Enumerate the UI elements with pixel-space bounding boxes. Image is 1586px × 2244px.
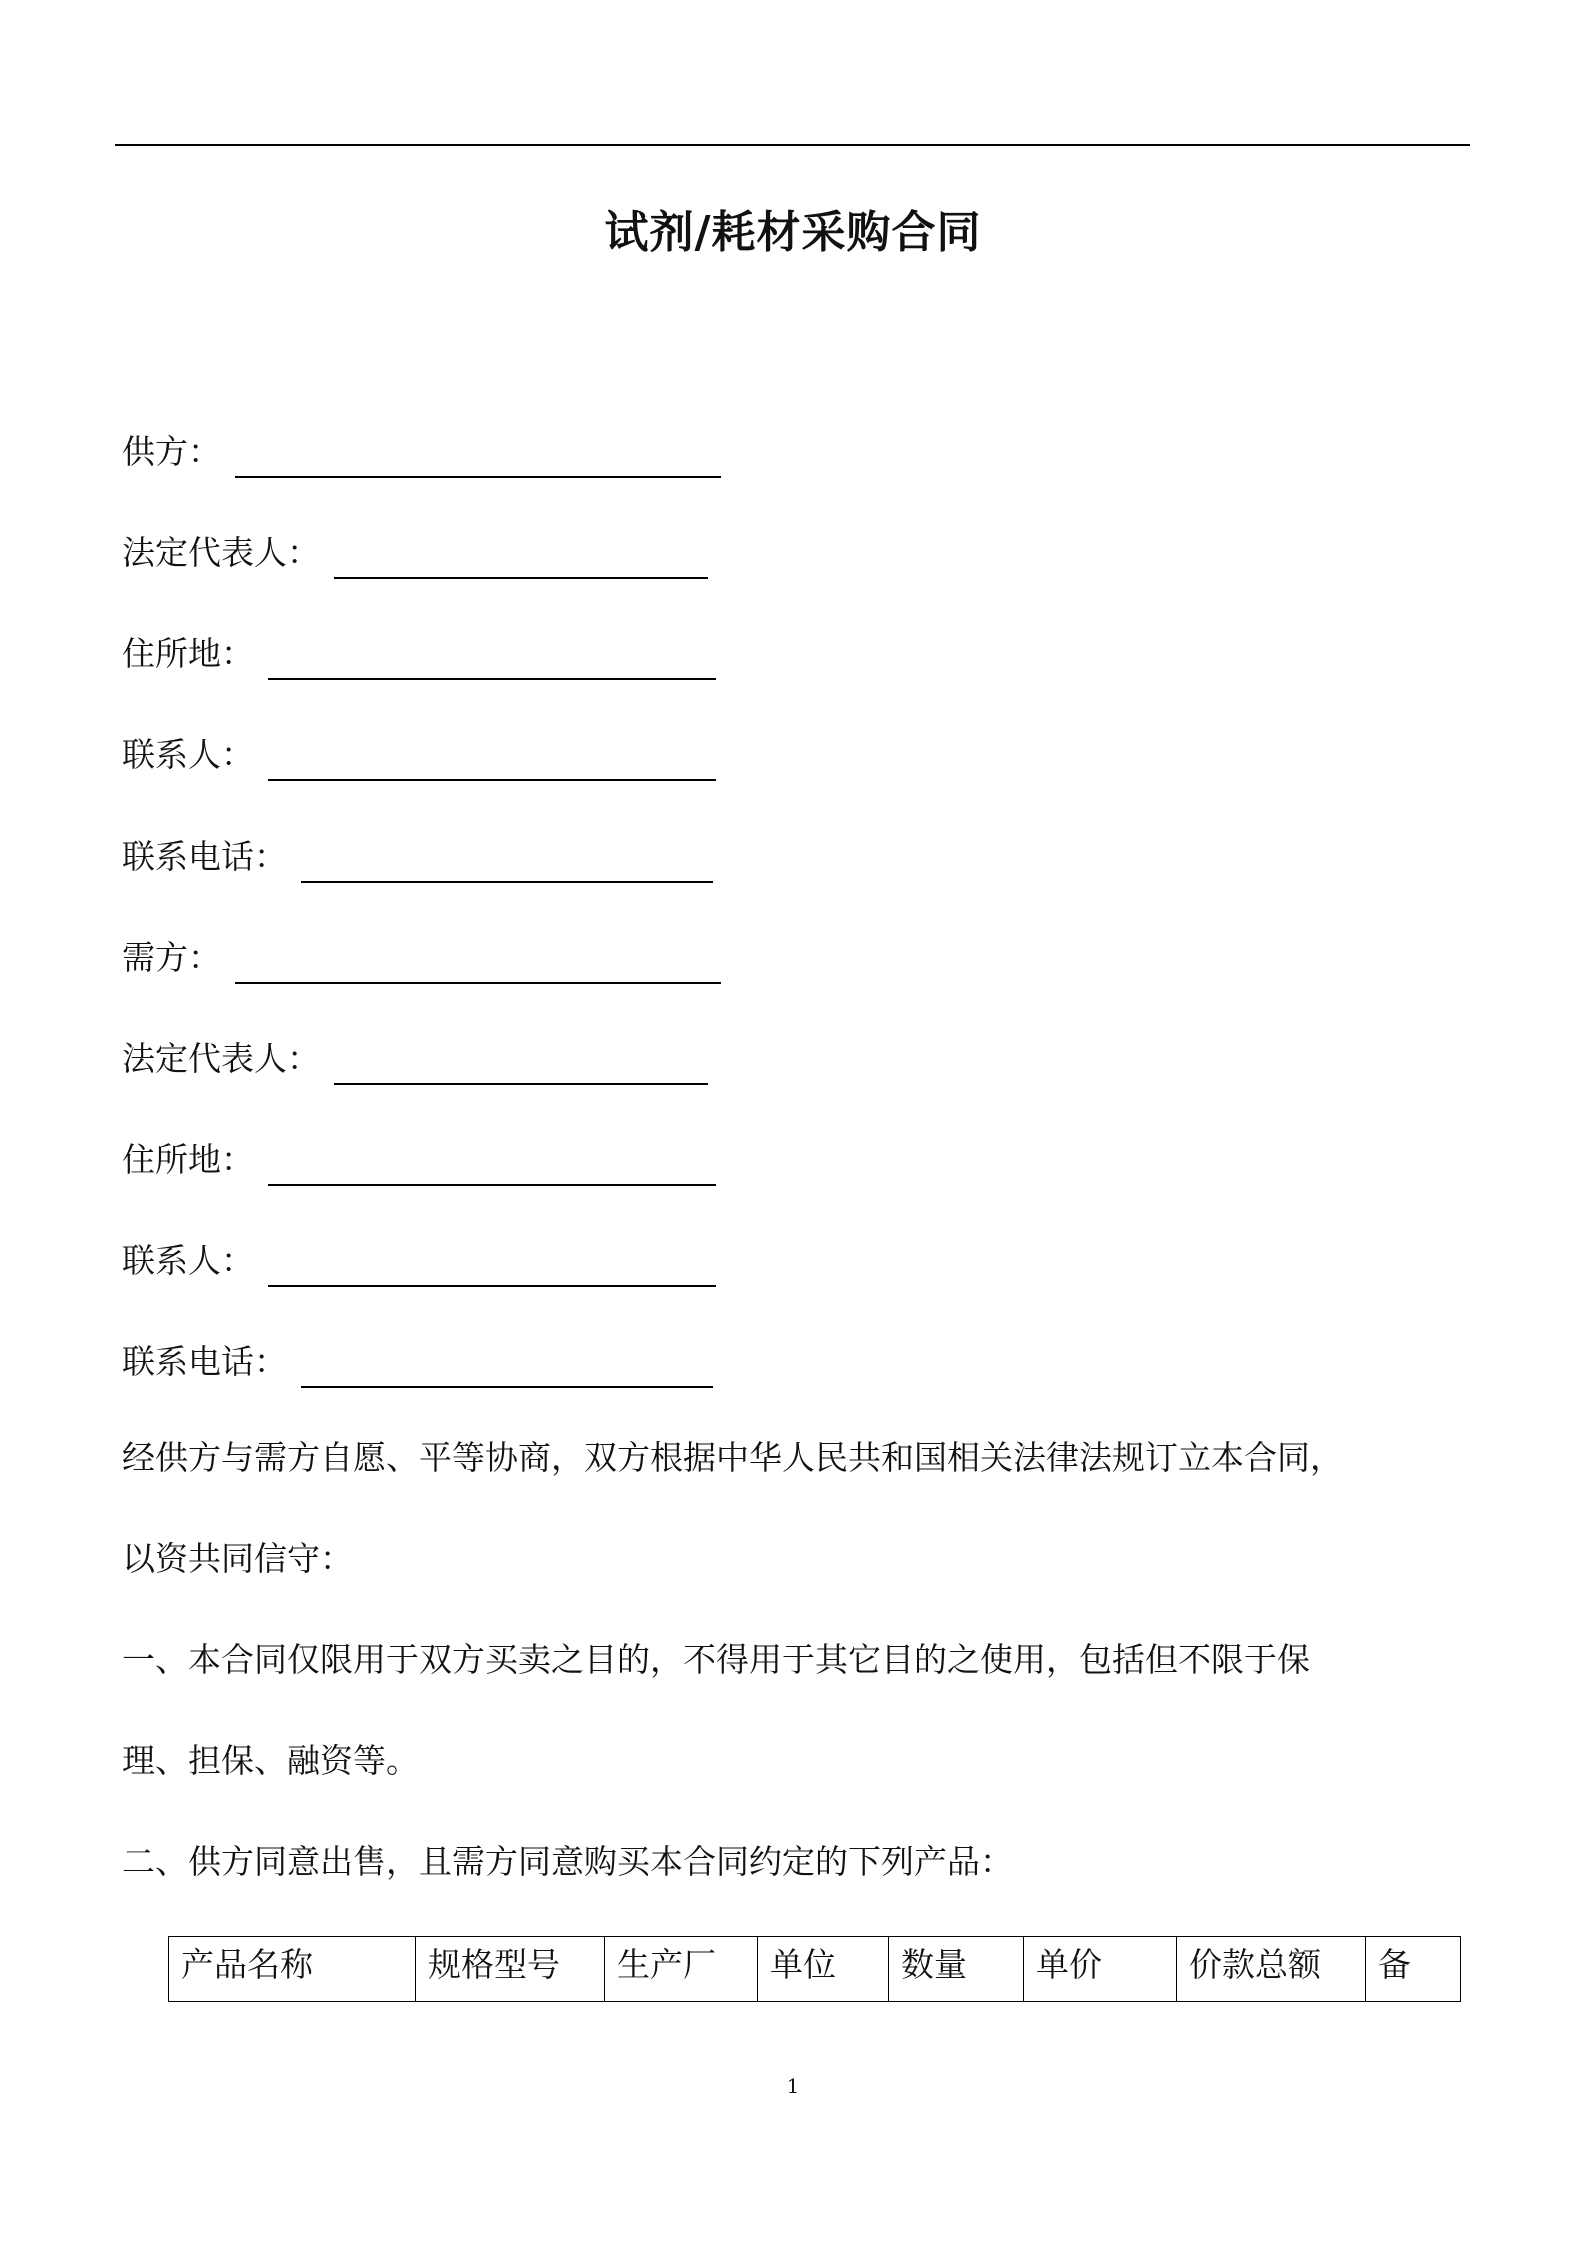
- clause-1-line-1: 一、本合同仅限用于双方买卖之目的，不得用于其它目的之使用，包括但不限于保: [122, 1640, 1310, 1679]
- clause-1-line-2: 理、担保、融资等。: [122, 1741, 419, 1780]
- supplier-phone-field[interactable]: [122, 823, 713, 883]
- header-quantity: 数量: [889, 1937, 1024, 2002]
- supplier-address-field[interactable]: [122, 620, 716, 680]
- blank-line[interactable]: [235, 440, 721, 478]
- blank-line[interactable]: [334, 1047, 708, 1085]
- field-label: 联系电话：: [122, 1342, 287, 1381]
- buyer-name-field[interactable]: [122, 924, 721, 984]
- table-header-row: [169, 1937, 1461, 2002]
- blank-line[interactable]: [301, 1350, 713, 1388]
- blank-line[interactable]: [334, 541, 708, 579]
- header-total-amount: 价款总额: [1177, 1937, 1366, 2002]
- blank-line[interactable]: [235, 946, 721, 984]
- supplier-contact-field[interactable]: [122, 721, 716, 781]
- header-model: 规格型号: [416, 1937, 605, 2002]
- field-label: 法定代表人：: [122, 1039, 320, 1078]
- field-label: 联系电话：: [122, 837, 287, 876]
- field-label: 需方：: [122, 938, 221, 977]
- header-rule: [115, 144, 1470, 146]
- preamble-line-2: 以资共同信守：: [122, 1539, 353, 1578]
- header-manufacturer: 生产厂: [605, 1937, 758, 2002]
- buyer-contact-field[interactable]: [122, 1227, 716, 1287]
- blank-line[interactable]: [268, 1249, 716, 1287]
- header-product-name: 产品名称: [169, 1937, 416, 2002]
- field-label: 联系人：: [122, 1241, 254, 1280]
- field-label: 住所地：: [122, 1140, 254, 1179]
- page-number: 1: [786, 2074, 800, 2098]
- blank-line[interactable]: [268, 1148, 716, 1186]
- field-label: 住所地：: [122, 634, 254, 673]
- field-label: 法定代表人：: [122, 533, 320, 572]
- supplier-name-field[interactable]: [122, 418, 721, 478]
- blank-line[interactable]: [268, 743, 716, 781]
- blank-line[interactable]: [301, 845, 713, 883]
- preamble-line-1: 经供方与需方自愿、平等协商，双方根据中华人民共和国相关法律法规订立本合同，: [122, 1438, 1343, 1477]
- document-title: 试剂/耗材采购合同: [604, 207, 982, 258]
- clause-2: 二、供方同意出售，且需方同意购买本合同约定的下列产品：: [122, 1842, 1013, 1881]
- header-unit-price: 单价: [1024, 1937, 1177, 2002]
- buyer-legal-representative-field[interactable]: [122, 1025, 708, 1085]
- buyer-address-field[interactable]: [122, 1126, 716, 1186]
- header-remarks: 备: [1366, 1937, 1461, 2002]
- field-label: 联系人：: [122, 735, 254, 774]
- supplier-legal-representative-field[interactable]: [122, 519, 708, 579]
- field-label: 供方：: [122, 432, 221, 471]
- buyer-phone-field[interactable]: [122, 1328, 713, 1388]
- blank-line[interactable]: [268, 642, 716, 680]
- product-table: [168, 1936, 1461, 2002]
- header-unit: 单位: [758, 1937, 889, 2002]
